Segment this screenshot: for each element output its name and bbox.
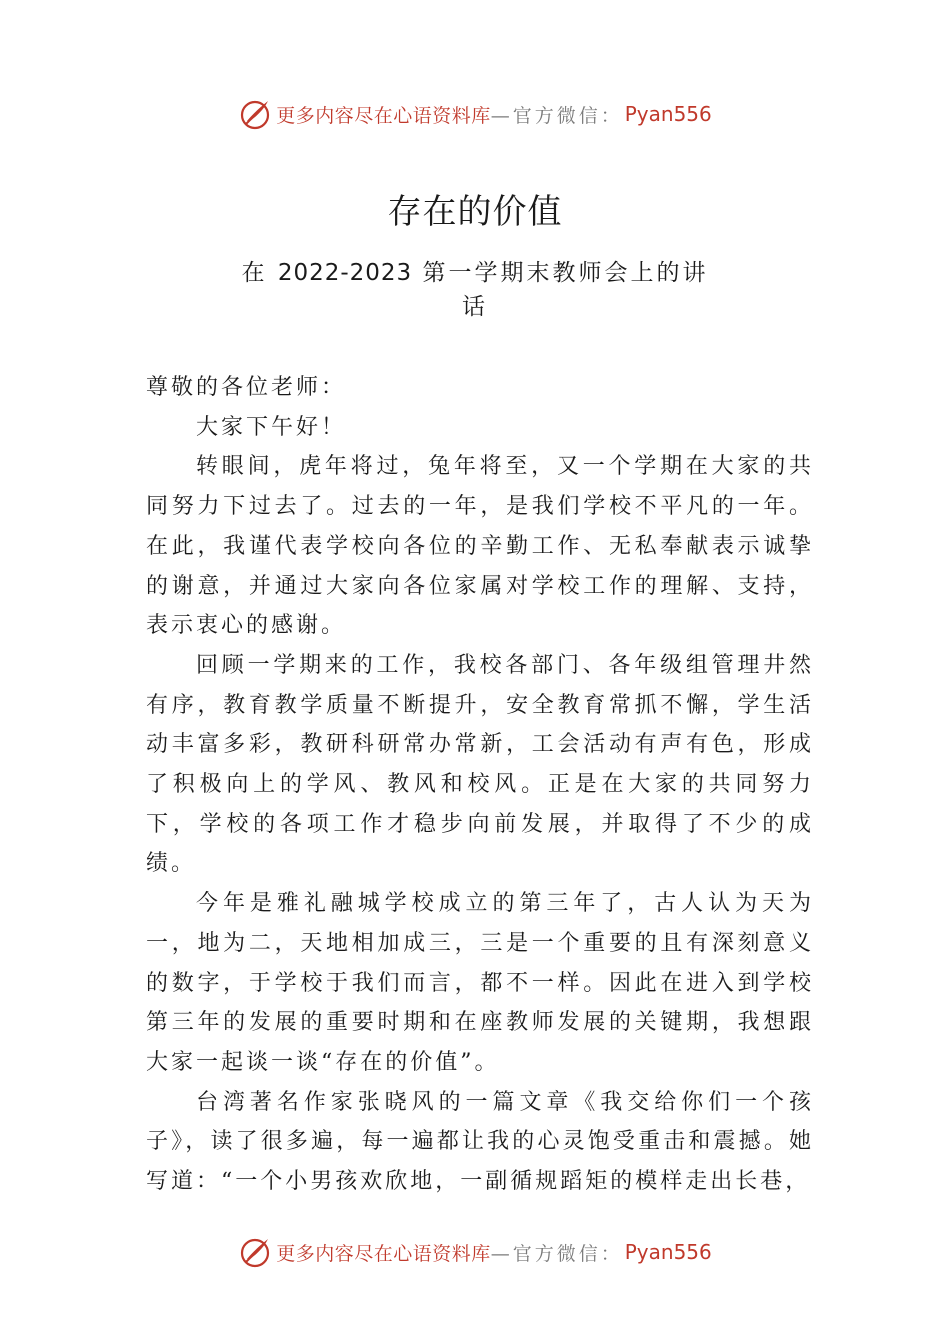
subtitle-suffix: 第一学期末教师会上的讲话 <box>412 260 709 320</box>
official-wechat-label: —官方微信： <box>490 104 623 127</box>
footer-watermark-banner <box>0 1232 950 1272</box>
paragraph-work-review: 回顾一学期来的工作，我校各部门、各年级组管理井然有序，教育教学质量不断提升，安全教育常抓不懈，学生活动丰富多彩，教研科研常办常新，工会活动有声有色，形成了积极向上的学风、教风和校风。正是在大家的共同努力下，学校的各项工作才稳步向前发展，并取得了不少的成绩。 <box>146 652 814 877</box>
quill-logo-icon <box>238 97 272 131</box>
subtitle-prefix: 在 <box>241 260 278 286</box>
salutation: 尊敬的各位老师： <box>146 375 347 400</box>
speech-body <box>146 368 814 1202</box>
brand-name: 更多内容尽在心语资料库 <box>276 104 491 127</box>
brand-name: 更多内容尽在心语资料库 <box>276 1242 491 1265</box>
wechat-id: Pyan556 <box>624 102 712 126</box>
paragraph-year-review: 转眼间，虎年将过，兔年将至，又一个学期在大家的共同努力下过去了。过去的一年，是我们学校不平凡的一年。 在此，我谨代表学校向各位的辛勤工作、无私奉献表示诚挚的谢意，并通过大家向各位家属对学校工作的理解、支持， 表示衷心的感谢。 <box>146 454 814 639</box>
quill-logo-icon <box>238 1235 272 1269</box>
paragraph-quote: 台湾著名作家张晓风的一篇文章《我交给你们一个孩子》，读了很多遍，每一遍都让我的心灵饱受重击和震撼。她写道：“一个小男孩欢欣地，一副循规蹈矩的模样走出长巷， <box>146 1089 814 1195</box>
wechat-id: Pyan556 <box>624 1240 712 1264</box>
document-subtitle <box>230 256 720 324</box>
paragraph-greeting: 大家下午好！ <box>196 414 347 440</box>
subtitle-years: 2022-2023 <box>277 260 413 286</box>
paragraph-third-year: 今年是雅礼融城学校成立的第三年了，古人认为天为一，地为二，天地相加成三，三是一个重要的且有深刻意义的数字，于学校于我们而言，都不一样。因此在进入到学校第三年的发展的重要时期和在座教师发展的关键期，我想跟大家一起谈一谈“存在的价值”。 <box>146 891 814 1075</box>
header-watermark-banner <box>0 94 950 134</box>
official-wechat-label: —官方微信： <box>490 1242 623 1265</box>
document-title: 存在的价值 <box>387 192 563 232</box>
